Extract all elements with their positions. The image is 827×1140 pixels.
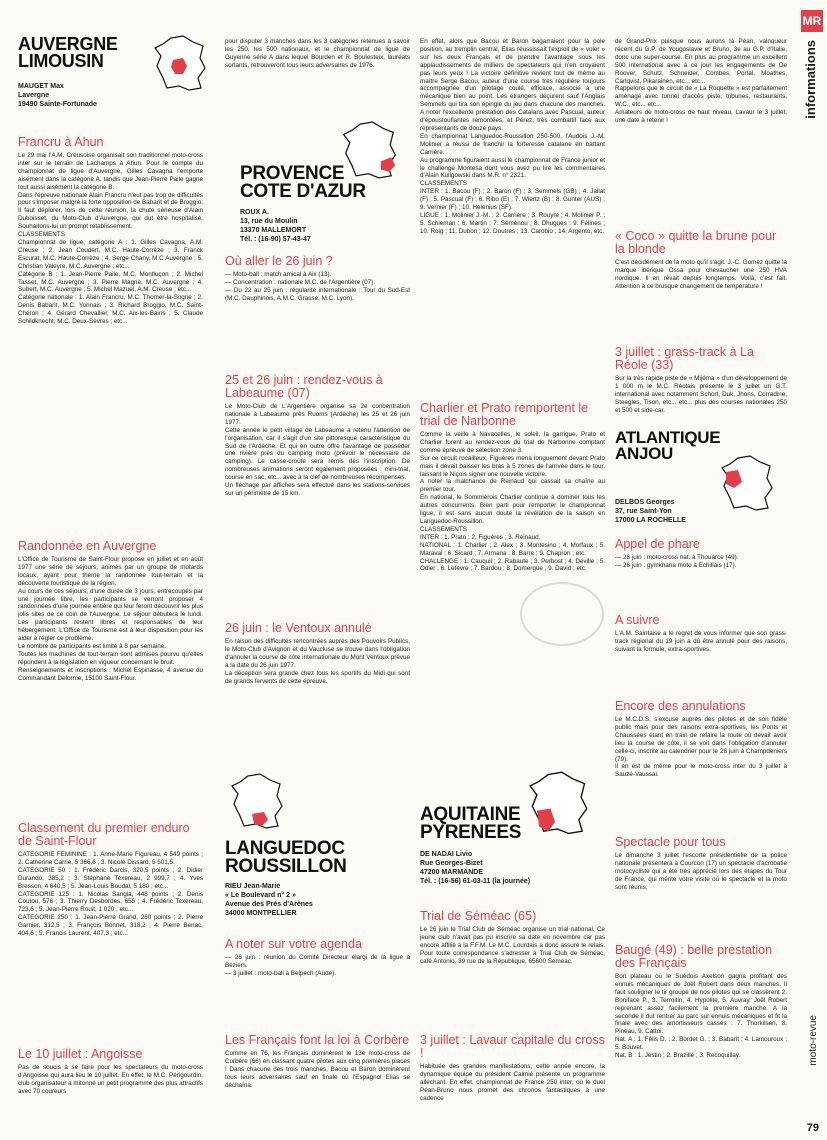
article-ventoux — [225, 622, 410, 685]
article-body: CATEGORIE FEMININE : 1. Anne-Marie Figureau, 4 549 points ; 2. Catherine Carrie, 5 366,6 ; 3. Nicole Dissard, 5 501,5. CATEGORIE 50 : 1. Frédéric Darcis, 320,5 points ; 2. Didier Durando, 385,2 ; 3. Stéphane Texereau, 2 999,7 ; 4. Yves Bresson, 4 640,5 ; 5. Jean-Louis Boudal, 5 180 ; etc... CATEGORIE 125 : 1. Nicolas Sangla, 448 points ; 2. Denis Coutou, 576 ; 3. Thierry Desbordes, 655 ; 4. Frédéric Texereau, 723,6 ; 5. Jean-Pierre Rouit, 1 020 ; etc... CATEGORIE 250 : 1. Jean-Pierre Grand, 280 points ; 2. Pierre Garnier, 312,5 ; 3. François Bonnet, 318,2 ; 4. Pierre Benac, 404,6 ; 5. Francis Laurent, 407,3 ; etc... — [18, 851, 203, 938]
article-title: 3 juillet : Lavaur capitale du cross ! — [420, 1033, 605, 1060]
article-title: Les Français font la loi à Corbère — [225, 1033, 410, 1047]
article-ou-aller — [225, 255, 410, 303]
article-title: A noter sur votre agenda — [225, 937, 362, 951]
watermark-stamp — [520, 582, 604, 646]
delegate-contact: MAUGET Max Lavergne 19490 Sainte-Fortunade — [18, 83, 97, 108]
sidebar — [801, 10, 823, 210]
article-body: En raison des difficultés rencontrées auprès des Pouvoirs Publics, le Moto-Club d'Avignon et du Vaucluse se trouve dans l'obligation d'annuler la course de côte internationale du Mont Ventoux prévue à la date du 26 juin 1977. La déception sera grande chez tous les sportifs du Midi qui sont de grands fervents de cette épreuve. — [225, 638, 410, 685]
magazine-name: moto-revue — [808, 1015, 819, 1066]
region-title: AQUITAINE — [420, 804, 521, 825]
article-body: Bon plateau où le Suédois Axelson gagna profitant des ennuis mécaniques de Joël Robert dans deux manches. Il faut souligner le tir groupé de nos pilotes qui se classèrent 2. Boniface P., 3. Terroitin, 4. Hypolite, 5. Auvray. Joël Robert reprenant assez facilement la première manche. A la seconde il dut rentrer au parc sur ennuis mécaniques et fit la finale avec des amortisseurs cassés : 7. Thorkilsen, 8. Pineau, 9. Cattoi. Nat. A : 1. Félis D. ; 2. Bordet G. ; 3. Babarit ; 4. Lamouroux ; 5. Bouvet. Nat. B : 1. Jestin ; 2. Brazillé ; 3. Recoquillay. — [615, 973, 787, 1060]
article-bauge — [615, 944, 787, 1060]
france-map-icon — [225, 772, 290, 832]
article-angoisse — [18, 1048, 203, 1096]
region-title: LANGUEDOC — [225, 838, 345, 859]
article-body: L'Office de Tourisme de Saint-Flour propose en juillet et en août 1977 une série de séjours, animés par un groupe de motards locaux, ayant pour thème la randonnée tout-terrain et la découverte touristique de la région. Au cours de ces séjours, d'une durée de 3 jours, entrecoupés par une journée libre, les participants se verront proposer 4 randonnées d'une journée entière qui leur feront découvrir les plus jolis sites de ce coin de l'Auvergne. Le séjour débutera le lundi. Les participants restent libres et responsables de leur hébergement. L'Office de Tourisme est à leur disposition pour les aider à régler ce problème. Le nombre de participants est limité à 8 par semaine. Toutes les machines de tout-terrain sont admises pourvu qu'elles répondent à la législation en vigueur concernant le bruit. Renseignements et inscriptions : Michel Espinasse, 4 avenue du Commandant Delorme, 15100 Saint-Flour. — [18, 556, 203, 682]
article-corbere — [225, 1034, 410, 1090]
article-body: de Grand-Prix puisque nous aurons là Péan, vainqueur récent du G.P. de Yougoslavie et Bruno, 3e au G.P. d'Italie, donc une super-course. En plus au programme un excellent 500 international avec à ce jour les engagements de De Roover, Schutz, Schneider, Combes, Portal, Moathes, Carlqvist, Pikarainen, etc... etc... Rappelons que le circuit de « La Roquette » est parfaitement aménagé avec tunnel d'accès piste, tribunes, restaurants, W.C., etc... etc... Amateurs de moto-cross de haut niveau, Lavaur le 3 juillet, une date à retenir ! — [615, 38, 787, 125]
article-narbonne — [420, 402, 605, 573]
article-body: Habituée des grandes manifestations, cette année encore, la dynamique équipe du président Calmié présente un programme alléchant. En effet, championnat de France 250 inter, où le duel Péan-Bruno nous promet des chronos fantastiques à une cadence — [420, 1063, 605, 1102]
article-spectacle — [615, 836, 787, 892]
article-francru — [18, 136, 203, 326]
delegate-contact: DE NADAI Livio Rue Georges-Bizet 47200 MARMANDE Tél. : (16-56) 61-03-11 (la journée) — [420, 851, 531, 885]
article-title: Appel de phare — [615, 537, 700, 551]
article-body: Pas de soucis à se faire pour les spectateurs du moto-cross d'Angoisse qui aura lieu le 10 juillet. En effet, le M.C. Périgourdin, club organisateur a mitonné un petit programme des plus attractifs avec 70 coureurs — [18, 1064, 203, 1095]
region-title: PROVENCE — [240, 163, 345, 184]
article-body: C'est décidément de la moto qu'il s'agit. J.-C. Gomez quitte la marque ibérique Ossa pour chevaucher une 250 HVA nordique. Il en rêvait depuis longtemps. Voilà, c'est fait. Attention à ce brusque changement de température ! — [615, 259, 787, 290]
region-subtitle: ROUSSILLON — [225, 856, 347, 878]
article-body: Le Moto-Club de L'Argentière organise sa 2e concentration nationale à Labeaume près Ruoms (Ardèche) les 25 et 26 juin 1977. Cette année le petit village de Labeaume a retenu l'attention de l'organisation, car il s'agit d'un site pittoresque caractéristique du Sud de l'Ardèche. Et qui en outre offre l'avantage de posséder une rivière près du camping moto (prévoir le nécessaire de camping). Le casse-croûte sera remis dès l'inscription. De nombreuses animations seront également proposées : mini-trial, course en sac, etc... avec à la clef de nombreuses récompenses. Un fléchage par affiches sera effectué dans les stations-services sur un périmètre de 15 km. — [225, 403, 410, 497]
article-title: Spectacle pour tous — [615, 835, 726, 849]
france-map-icon — [520, 770, 598, 838]
delegate-contact: DELBOS Georges 37, rue Saint-Yon 17000 LA ROCHELLE — [615, 499, 686, 524]
article-body: — 26 juin : réunion du Comité Directeur élargi de la ligue à Béziers. — 3 juillet : moto-ball à Belpech (Aude). — [225, 954, 410, 977]
article-lavaur — [420, 1034, 605, 1103]
article-body: Le M.C.D.S. s'excuse auprès des pilotes et de son fidèle public mais pour des raisons extra-sportives, les Ponts et Chaussées étant en train de refaire la route où devait avoir lieu la course de côte, il se voit dans l'obligation d'annuler celle-ci, inscrite au calendrier pour le 26 juin à Champdeniers (79). Il en est de même pour le moto-cross inter du 3 juillet à Sauzé-Vaussai. — [615, 716, 787, 779]
article-title: Baugé (49) : belle prestation des Français — [615, 943, 773, 970]
article-body: Comme en 76, les Français dominèrent le 13e moto-cross de Corbère (66) en classant quatre pilotes aux cinq premières places ! Dans chacune des trois manches, Bacou et Baron dominèrent tous leurs adversaires sauf en finale où l'Espagnol Elias se déchaîna. — [225, 1050, 410, 1089]
region-header-atlantique — [615, 430, 787, 462]
region-header-auvergne — [18, 36, 203, 70]
article-annulations — [615, 700, 787, 779]
magazine-logo: MR — [801, 10, 823, 32]
article-title: Charlier et Prato remportent le trial de Narbonne — [420, 401, 589, 428]
delegate-contact: RIEU Jean-Marie « Le Boulevard n° 2 » Avenue des Prés d'Arènes 34000 MONTPELLIER — [225, 883, 313, 917]
article-body: pour disputer 3 manches dans les 3 catégories retenues à savoir les 250, les 500 nationaux, et le championnat de ligue de Guyenne série A dans lequel Bourden et R. Boulesteix, lauréats sortants, retrouveront tous leurs adversaires de 1976. — [225, 38, 410, 69]
article-title: Randonnée en Auvergne — [18, 539, 157, 553]
article-coco — [615, 230, 787, 291]
region-title: ATLANTIQUE — [615, 428, 721, 447]
article-title: « Coco » quitte la brune pour la blonde — [615, 229, 777, 256]
article-body: Le 26 juin le Trial Club de Séméac organise un trial national. Ce jeune club n'avait pas pu inscrire sa date en novembre car pas encore affilié à la F.F.M. Le M.C. Lourdais a donc assuré le relais. Pour toute correspondance s'adresser à Trial Club de Séméac, café Antonio, 39 rue de la République, 65600 Séméac. — [420, 926, 605, 965]
article-semeac — [420, 910, 605, 966]
article-a-suivre — [615, 614, 787, 654]
article-title: 25 et 26 juin : rendez-vous à Labeaume (07) — [225, 373, 383, 400]
region-title: AUVERGNE — [18, 34, 118, 54]
region-subtitle: ANJOU — [615, 444, 674, 464]
page-number: 79 — [806, 1122, 819, 1134]
article-randonnee — [18, 540, 203, 683]
article-title: Classement du premier enduro de Saint-Flour — [18, 821, 190, 848]
article-appel-phare — [615, 538, 787, 570]
article-body: Le 29 mai l'A.M. Creusoise organisait son traditionnel moto-cross inter sur le terrain de Lachamps à Ahun. Pour le compte du championnat de ligue d'Auvergne, Gilles Cavagna l'emporte aisément dans la catégorie A, tandis que Jean-Pierre Paile gagne tout aussi aisément la catégorie B. Dans l'épreuve nationale Alain Francru n'eut pas trop de difficultés pour s'imposer malgré la forte opposition de Babarit et de Broggio. Il faut déplorer, lors de cette réunion, la chute sérieuse d'Alain Duboisset, du Moto-Club d'Auvergne, qui dut être hospitalisé. Souhaitons-lui un prompt rétablissement. CLASSEMENTS Championnat de ligue, catégorie A : 1. Gilles Cavagna, A.M. Creuse ; 2. Jean Coudert, M.C. Haute-Corrèze ; 3. Franck Escurat, M.C. Haute-Corrèze ; 4. Serge Chany, M.C Auvergne ; 5. Christian Valeyre, M.C. Auvergne ; etc... Catégorie B : 1. Jean-Pierre Paile, M.C. Montluçon ; 2. Michel Tasset, M.C. Auvergne ; 3. Pierre Magne, M.C. Auvergne ; 4. Subert, M.C. Auvergne ; 5. Michel Mazuel, A.M. Creuse ; etc... Catégorie nationale : 1. Alain Francru, M.C. Thomer-la-Sogne ; 2. Denis Babarit, M.C. Yonnais ; 3. Richard Broggio, M.C. Saint-Chéron ; 4. Gérard Chevallier, M.C. Aix-les-Bains ; 5. Claude Schildknecht, M.C. Deux-Sèvres ; etc... — [18, 152, 203, 326]
article-continuation — [225, 38, 410, 70]
article-enduro-saint-flour — [18, 822, 203, 938]
article-la-reole — [615, 346, 787, 415]
article-title: Où aller le 26 juin ? — [225, 254, 333, 268]
delegate-contact: ROUX A. 13, rue du Moulin 13370 MALLEMORT Tél. : (16-90) 57-43-47 — [240, 209, 311, 243]
article-body: L'A.M. Saintaise a le regret de vous informer que son grass-track régional du 19 juin a dû être annulé pour des raisons, suivant la formule, extra-sportives. — [615, 630, 787, 653]
article-title: Trial de Séméac (65) — [420, 909, 537, 923]
region-subtitle: COTE D'AZUR — [240, 181, 366, 203]
article-body: Le dimanche 3 juillet l'escorte présidentielle de la police nationale présentera à Courcon (17) un spectacle d'acrobatie motocycliste qui a été très apprécié lors des étapes du Tour de France, qui mérite votre visite où le spectacle et la moto sont réunis. — [615, 852, 787, 891]
article-body: Sur la très rapide piste de « Mijéma » d'un développement de 1 000 m le M.C. Réolais présente le 3 juillet un G.T. international avec notamment Schort, Duk, Jhons, Corradine, Steegles, Tison, etc... etc... plus des courses nationales 250 et 500 et side-car. — [615, 375, 787, 414]
article-title: Le 10 juillet : Angoisse — [18, 1047, 143, 1061]
section-label: informations — [803, 40, 818, 119]
article-title: A suivre — [615, 613, 660, 627]
article-body: En effet, alors que Bacou et Baron bagarraient pour la pole position, au tremplin central, Elias réussissait l'exploit de « voler » sur les deux Français et de prendre l'avantage sous les applaudissements de milliers de spectateurs qui n'en croyaient pas leurs yeux ! La victoire définitive revient tout de même au maître Serge Bacou, auteur d'une course très régulière toujours accompagnée d'un pilotage coulé, efficace, associé à une mécanique bien au point. Les étrangers déçurent sauf l'Anglais Semmels qui tira son épingle du jeu dans chacune des manches. A noter l'excellente prestation des Catalans avec Pascual, auteur d'époustouflantes remontées, et Pérez, très combattif face aux représentants de douze pays. En championnat Languedoc-Roussillon 250-500, l'Audois J.-M. Molinier a réussi de franchir la forteresse catalane en battant Carrière. Au programme figuraient aussi le championnat de France junior et le challenge Montesa dont vous avez pu lire les commentaires d'Alain Kuligowski dans M.R. n° 2321. CLASSEMENTS INTER : 1. Bacou (F) ; 2. Baron (F) ; 3. Semmels (GB) ; 4. Jallat (F) ; 5. Pascual (F) ; 6. Ribo (E) ; 7. Wiertz (B) ; 8. Gunter (AUS) ; 9. Vernier (F) ; 10. Helenius (SF). LIGUE : 1. Molinier J.-M. ; 2. Carrière ; 3. Rouyre ; 4. Molinier P. ; 5. Schieman ; 6. Martin ; 7. Séménou ; 8. Dhugues ; 9. Félines ; 10. Roig ; 11. Dubon ; 12. Doutres ; 13. Carobio ; 14. Argento, etc. — [420, 38, 605, 235]
article-continuation — [615, 38, 787, 125]
article-body: — 26 juin : moto-cross nat. à Thouarce (49). — 26 juin : gymkhana moto à Echillais (17). — [615, 554, 739, 569]
article-labeaume — [225, 374, 410, 498]
article-agenda — [225, 938, 410, 978]
article-title: Encore des annulations — [615, 699, 746, 713]
article-body: Comme la veille à Navacelles, le soleil, la garrigue, Prato et Charlier furent au rendez-vous du trial de Narbonne comptant comme épreuve de sélection zone 3. Sur ce circuit rocailleux, Figuères mena longuement devant Prato mais il devait baisser les bras à 5 zones de l'arrivée dans le tour, laissant le Niçois signer une nouvelle victoire. A noter la malchance de Reinaud qui cassait sa chaîne au premier tour. En national, le Sommiérois Charlier continue à dominer tous les autres concurrents. Bien parti pour remporter le championnat ligue, il est sans aucun doute la révélation de la saison en Languedoc-Roussillon. CLASSEMENTS INTER : 1. Prato ; 2. Figuères ; 3. Reinaud. NATIONAL : 1. Charlier ; 2. Alex ; 3. Montesino ; 4. Morfaux ; 5. Maraval ; 6. Sicard ; 7. Armana ; 8. Barre ; 9. Chapron ; etc. CHALLENGE : 1. Cauquil ; 2. Rabaute ; 3. Perbost ; 4. Deville ; 5. Odier ; 6. Lefèvre ; 7. Bardou ; 8. Domergue ; 9. David ; etc. — [420, 431, 605, 573]
region-subtitle: PYRENEES — [420, 822, 522, 844]
article-title: Francru à Ahun — [18, 135, 104, 149]
region-subtitle: LIMOUSIN — [18, 51, 104, 72]
article-title: 26 juin : le Ventoux annulé — [225, 621, 372, 635]
article-continuation — [420, 38, 605, 236]
article-title: 3 juillet : grass-track à La Réole (33) — [615, 345, 754, 372]
article-body: — Moto-ball : match amical à Aix (13). — Concentration : nationale M.C. de l'Argentière (07). — Du 22 au 25 juin : régularité internationale : Tour du Sud-Est (M.C. Dauphinois, A.M.C. Grasse, M.C. Lyon). — [225, 271, 410, 302]
